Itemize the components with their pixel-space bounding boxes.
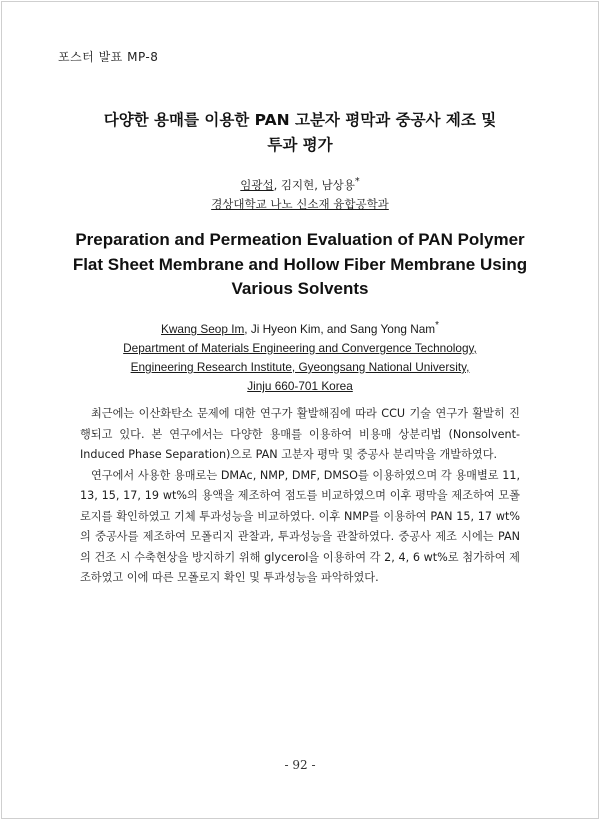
corresponding-mark-en: * — [435, 320, 439, 331]
english-title-line: Preparation and Permeation Evaluation of PAN Polymer — [75, 230, 525, 249]
english-author-line — [50, 316, 550, 339]
affiliation-line: Engineering Research Institute, Gyeongsang National University, — [130, 359, 470, 374]
affiliation-line: Department of Materials Engineering and Convergence Technology, — [123, 340, 477, 355]
korean-authors — [60, 172, 540, 214]
abstract-paragraph: 연구에서 사용한 용매로는 DMAc, NMP, DMF, DMSO를 이용하였으며 각 용매별로 11, 13, 15, 17, 19 wt%의 용액을 제조하여 점도를 비교하였으며 이후 평막을 제조하여 모폴로지를 확인하였고 기체 투과성능을 비교하였다. 이후 NMP를 이용하여 PAN 15, 17 wt%의 중공사를 제조하여 모폴리지 관찰과, 투과성능을 관찰하였다. 중공사 제조 시에는 PAN의 건조 시 수축현상을 방지하기 위해 glycerol을 이용하여 각 2, 4, 6 wt%로 첨가하여 제조하였고 이에 따른 모폴로지 확인 및 투과성능을 파악하였다. — [80, 468, 520, 584]
presenting-author: 임광섭 — [240, 177, 274, 192]
korean-author-line — [60, 172, 540, 195]
korean-affiliation: 경상대학교 나노 신소재 융합공학과 — [211, 196, 389, 211]
korean-title-line: 다양한 용매를 이용한 PAN 고분자 평막과 중공사 제조 및 — [103, 111, 497, 129]
abstract-paragraph: 최근에는 이산화탄소 문제에 대한 연구가 활발해짐에 따라 CCU 기술 연구가 활발히 진행되고 있다. 본 연구에서는 다양한 용매를 이용하여 비용매 상분리법 (Nonsolvent-Induced Phase Separation)으로 PAN 고분자 평막 및 중공사 분리막을 개발하였다. — [80, 407, 520, 461]
korean-title — [60, 108, 540, 158]
korean-title-line: 투과 평가 — [267, 136, 333, 154]
affiliation-line: Jinju 660-701 Korea — [247, 378, 353, 393]
session-label: 포스터 발표 MP-8 — [58, 50, 159, 64]
presenting-author-en: Kwang Seop Im — [161, 321, 245, 336]
coauthors-en: , Ji Hyeon Kim, and Sang Yong Nam — [244, 321, 436, 336]
english-title-line: Flat Sheet Membrane and Hollow Fiber Membrane Using — [72, 254, 528, 274]
english-title — [50, 228, 550, 302]
page-number: - 92 - — [284, 758, 316, 772]
corresponding-mark: * — [354, 176, 360, 187]
abstract-body — [80, 404, 520, 589]
english-title-line: Various Solvents — [231, 279, 369, 298]
english-authors — [50, 316, 550, 396]
coauthors: , 김지현, 남상용 — [273, 177, 355, 192]
